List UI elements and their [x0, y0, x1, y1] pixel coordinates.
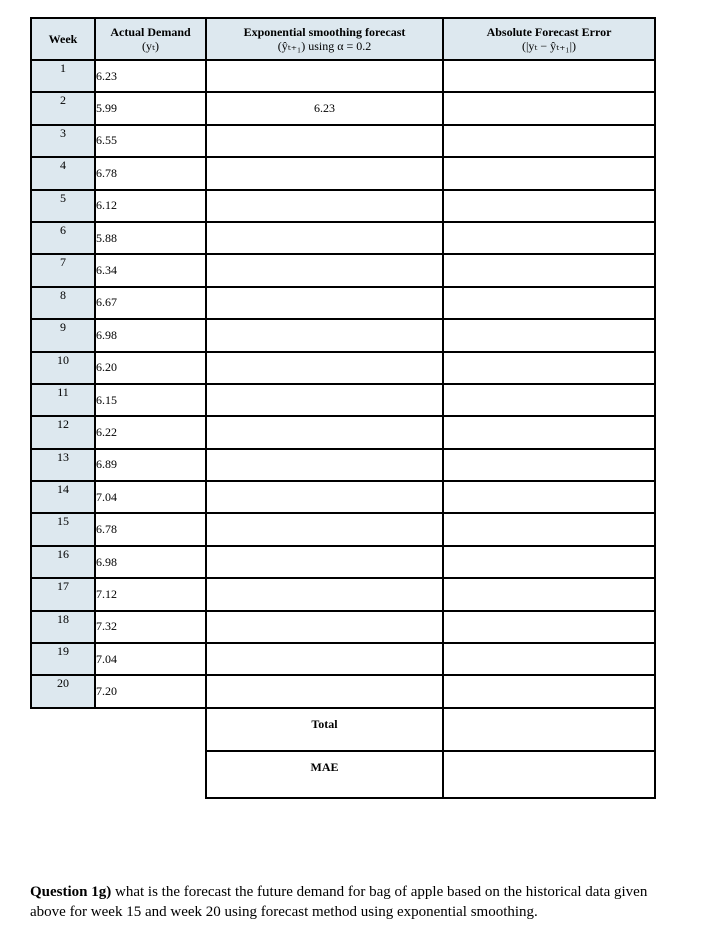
week-cell: 16	[31, 546, 95, 578]
table-row	[31, 675, 655, 707]
actual-demand-cell: 6.15	[95, 384, 206, 416]
actual-demand-cell: 6.89	[95, 449, 206, 481]
actual-demand-cell: 6.98	[95, 319, 206, 351]
week-cell: 13	[31, 449, 95, 481]
header-forecast	[206, 18, 443, 60]
week-cell: 15	[31, 513, 95, 545]
forecast-cell[interactable]: 6.23	[206, 92, 443, 124]
header-actual-demand-title: Actual Demand	[110, 25, 191, 39]
table-row	[31, 222, 655, 254]
actual-demand-cell: 6.78	[95, 513, 206, 545]
forecast-cell[interactable]	[206, 125, 443, 157]
abs-error-cell[interactable]	[443, 481, 655, 513]
table-row	[31, 546, 655, 578]
actual-demand-cell: 6.12	[95, 190, 206, 222]
abs-error-cell[interactable]	[443, 190, 655, 222]
week-cell: 14	[31, 481, 95, 513]
forecast-cell[interactable]	[206, 449, 443, 481]
actual-demand-cell: 6.23	[95, 60, 206, 92]
week-cell: 20	[31, 675, 95, 707]
header-row	[31, 18, 655, 60]
header-forecast-title: Exponential smoothing forecast	[243, 25, 406, 39]
abs-error-cell[interactable]	[443, 675, 655, 707]
forecast-cell[interactable]	[206, 513, 443, 545]
table-row	[31, 319, 655, 351]
abs-error-cell[interactable]	[443, 60, 655, 92]
header-week-label: Week	[48, 32, 78, 46]
question-paragraph	[30, 882, 670, 922]
header-abs-error	[443, 18, 655, 60]
forecast-cell[interactable]	[206, 643, 443, 675]
week-cell: 8	[31, 287, 95, 319]
header-forecast-sub: (ŷₜ₊₁) using α = 0.2	[277, 39, 372, 53]
table-row	[31, 125, 655, 157]
abs-error-cell[interactable]	[443, 92, 655, 124]
abs-error-cell[interactable]	[443, 254, 655, 286]
actual-demand-cell: 6.34	[95, 254, 206, 286]
header-abs-error-sub: (|yₜ − ŷₜ₊₁|)	[522, 39, 576, 53]
abs-error-cell[interactable]	[443, 546, 655, 578]
actual-demand-cell: 7.20	[95, 675, 206, 707]
week-cell: 5	[31, 190, 95, 222]
total-label: Total	[206, 708, 443, 751]
table-body	[31, 60, 655, 708]
forecast-cell[interactable]	[206, 481, 443, 513]
actual-demand-cell: 5.88	[95, 222, 206, 254]
abs-error-cell[interactable]	[443, 319, 655, 351]
forecast-table	[30, 17, 656, 799]
abs-error-cell[interactable]	[443, 578, 655, 610]
week-cell: 19	[31, 643, 95, 675]
table-row	[31, 449, 655, 481]
actual-demand-cell: 6.98	[95, 546, 206, 578]
forecast-cell[interactable]	[206, 675, 443, 707]
abs-error-cell[interactable]	[443, 643, 655, 675]
table-row	[31, 92, 655, 124]
header-actual-demand	[95, 18, 206, 60]
header-actual-demand-sub: (yₜ)	[142, 39, 159, 53]
week-cell: 9	[31, 319, 95, 351]
forecast-cell[interactable]	[206, 611, 443, 643]
mae-label: MAE	[206, 751, 443, 798]
actual-demand-cell: 6.20	[95, 352, 206, 384]
forecast-cell[interactable]	[206, 190, 443, 222]
table-row	[31, 157, 655, 189]
header-abs-error-title: Absolute Forecast Error	[486, 25, 612, 39]
actual-demand-cell: 6.78	[95, 157, 206, 189]
mae-value-cell[interactable]	[443, 751, 655, 798]
actual-demand-cell: 6.67	[95, 287, 206, 319]
week-cell: 2	[31, 92, 95, 124]
table-row	[31, 481, 655, 513]
actual-demand-cell: 7.04	[95, 481, 206, 513]
forecast-cell[interactable]	[206, 287, 443, 319]
week-cell: 18	[31, 611, 95, 643]
forecast-cell[interactable]	[206, 254, 443, 286]
forecast-cell[interactable]	[206, 352, 443, 384]
abs-error-cell[interactable]	[443, 287, 655, 319]
week-cell: 1	[31, 60, 95, 92]
forecast-cell[interactable]	[206, 384, 443, 416]
week-cell: 12	[31, 416, 95, 448]
actual-demand-cell: 7.04	[95, 643, 206, 675]
abs-error-cell[interactable]	[443, 611, 655, 643]
abs-error-cell[interactable]	[443, 157, 655, 189]
abs-error-cell[interactable]	[443, 125, 655, 157]
table-row	[31, 416, 655, 448]
table-row	[31, 60, 655, 92]
week-cell: 17	[31, 578, 95, 610]
table-row	[31, 578, 655, 610]
forecast-cell[interactable]	[206, 222, 443, 254]
total-value-cell[interactable]	[443, 708, 655, 751]
week-cell: 10	[31, 352, 95, 384]
mae-row	[31, 751, 655, 798]
actual-demand-cell: 6.55	[95, 125, 206, 157]
forecast-cell[interactable]	[206, 416, 443, 448]
week-cell: 3	[31, 125, 95, 157]
week-cell: 6	[31, 222, 95, 254]
question-text: what is the forecast the future demand for bag of apple based on the historical data given above for week 15 and week 20 using forecast method using exponential smoothing.	[30, 884, 648, 920]
total-row	[31, 708, 655, 751]
forecast-cell[interactable]	[206, 546, 443, 578]
actual-demand-cell: 5.99	[95, 92, 206, 124]
forecast-cell[interactable]	[206, 578, 443, 610]
header-week	[31, 18, 95, 60]
abs-error-cell[interactable]	[443, 384, 655, 416]
abs-error-cell[interactable]	[443, 222, 655, 254]
abs-error-cell[interactable]	[443, 513, 655, 545]
table-row	[31, 190, 655, 222]
forecast-cell[interactable]	[206, 319, 443, 351]
forecast-cell[interactable]	[206, 60, 443, 92]
actual-demand-cell: 7.32	[95, 611, 206, 643]
mae-row-spacer	[31, 751, 206, 798]
table-row	[31, 287, 655, 319]
table-row	[31, 384, 655, 416]
week-cell: 7	[31, 254, 95, 286]
abs-error-cell[interactable]	[443, 416, 655, 448]
question-label: Question 1g)	[30, 884, 112, 900]
table-row	[31, 611, 655, 643]
table-row	[31, 513, 655, 545]
week-cell: 11	[31, 384, 95, 416]
table-row	[31, 254, 655, 286]
table-row	[31, 352, 655, 384]
abs-error-cell[interactable]	[443, 352, 655, 384]
table-row	[31, 643, 655, 675]
forecast-cell[interactable]	[206, 157, 443, 189]
actual-demand-cell: 7.12	[95, 578, 206, 610]
total-row-spacer	[31, 708, 206, 751]
week-cell: 4	[31, 157, 95, 189]
abs-error-cell[interactable]	[443, 449, 655, 481]
actual-demand-cell: 6.22	[95, 416, 206, 448]
